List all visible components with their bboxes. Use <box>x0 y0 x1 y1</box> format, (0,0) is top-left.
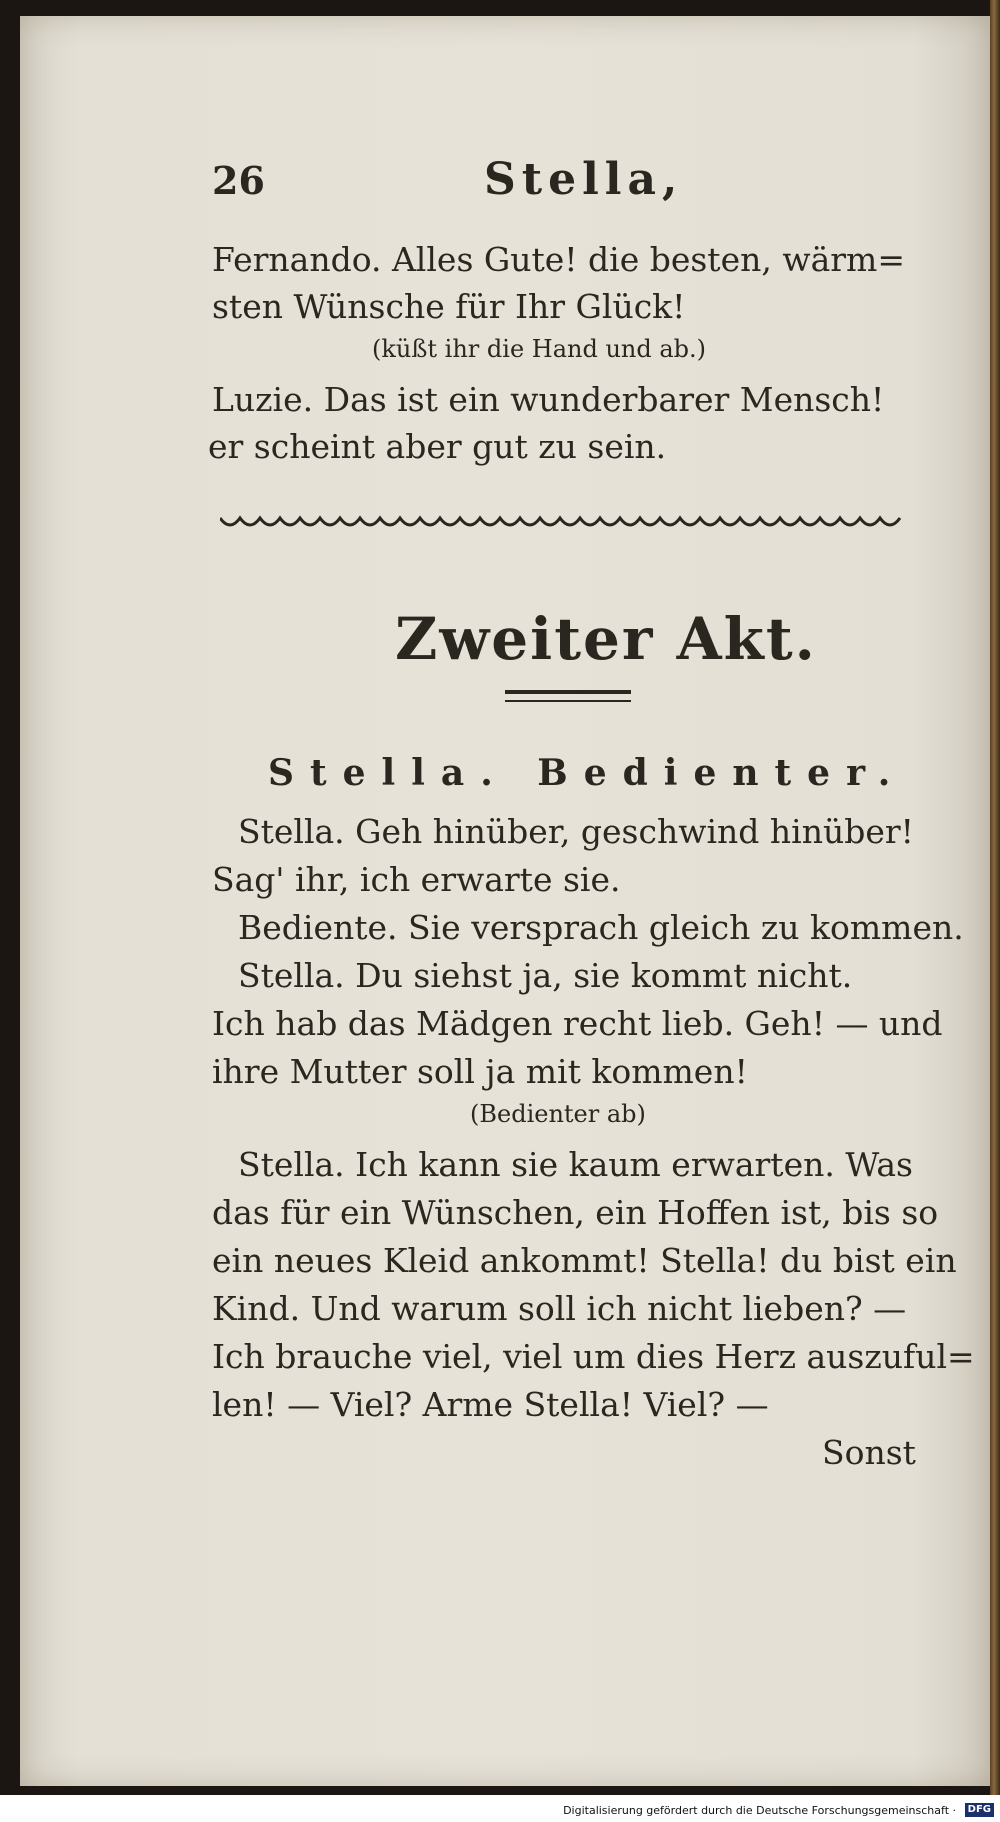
page-number: 26 <box>212 158 265 203</box>
dfg-logo: DFG <box>965 1803 994 1817</box>
dialogue-line: Ich hab das Mädgen recht lieb. Geh! — und <box>212 1004 943 1043</box>
dialogue-line: ihre Mutter soll ja mit kommen! <box>212 1052 748 1091</box>
text-line: Luzie. Das ist ein wunderbarer Mensch! <box>212 380 885 419</box>
dialogue-line: Stella. Ich kann sie kaum erwarten. Was <box>238 1145 913 1184</box>
stage-direction: (küßt ihr die Hand und ab.) <box>372 335 707 363</box>
act-rule <box>505 690 631 694</box>
dialogue-line: Stella. Geh hinüber, geschwind hinüber! <box>238 812 914 851</box>
dialogue-line: Kind. Und warum soll ich nicht lieben? — <box>212 1289 907 1328</box>
dialogue-line: Sag' ihr, ich erwarte sie. <box>212 860 621 899</box>
text-line: er scheint aber gut zu sein. <box>208 427 667 466</box>
text-line: sten Wünsche für Ihr Glück! <box>212 287 686 326</box>
scene-characters: Stella. Bedienter. <box>268 752 907 794</box>
book-page <box>20 16 992 1786</box>
dialogue-line: Bediente. Sie versprach gleich zu kommen. <box>238 908 964 947</box>
dialogue-line: Ich brauche viel, viel um dies Herz auszuful= <box>212 1337 975 1376</box>
book-edge <box>990 0 1000 1822</box>
stage-direction: (Bedienter ab) <box>470 1100 646 1128</box>
act-heading: Zweiter Akt. <box>395 605 817 673</box>
act-rule <box>505 700 631 702</box>
dialogue-line: das für ein Wünschen, ein Hoffen ist, bis so <box>212 1193 939 1232</box>
dialogue-line: ein neues Kleid ankommt! Stella! du bist ein <box>212 1241 957 1280</box>
dialogue-line: Stella. Du siehst ja, sie kommt nicht. <box>238 956 853 995</box>
decorative-ornament <box>220 510 902 532</box>
digitization-credit: Digitalisierung gefördert durch die Deutsche Forschungsgemeinschaft · <box>563 1804 956 1817</box>
running-title: Stella, <box>484 154 684 205</box>
catchword: Sonst <box>822 1433 916 1472</box>
dialogue-line: len! — Viel? Arme Stella! Viel? — <box>212 1385 769 1424</box>
text-line: Fernando. Alles Gute! die besten, wärm= <box>212 240 905 279</box>
